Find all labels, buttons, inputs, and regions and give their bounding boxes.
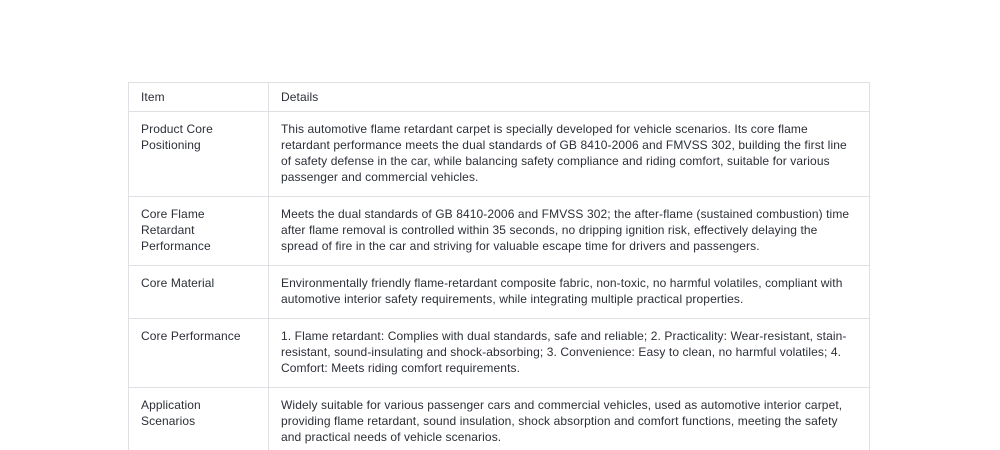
product-spec-table (128, 82, 870, 450)
details-cell-product-core-positioning: This automotive flame retardant carpet is specially developed for vehicle scenarios. Its core flame retardant performance meets the dual standards of GB 8410-2006 and FMVSS 302, building the first line of safety defense in the car, while balancing safety compliance and riding comfort, suitable for various passenger and commercial vehicles. (269, 112, 870, 197)
item-cell-application-scenarios: Application Scenarios (129, 388, 269, 450)
table-row (129, 266, 870, 319)
details-cell-core-material: Environmentally friendly flame-retardant composite fabric, non-toxic, no harmful volatiles, compliant with automotive interior safety requirements, while integrating multiple practical properties. (269, 266, 870, 319)
column-header-details: Details (269, 83, 870, 112)
details-cell-core-performance: 1. Flame retardant: Complies with dual standards, safe and reliable; 2. Practicality: Wear-resistant, stain-resistant, sound-insulating and shock-absorbing; 3. Convenience: Easy to clean, no harmful volatiles; 4. Comfort: Meets riding comfort requirements. (269, 319, 870, 388)
details-cell-application-scenarios: Widely suitable for various passenger cars and commercial vehicles, used as automotive interior carpet, providing flame retardant, sound insulation, shock absorption and comfort functions, meeting the safety and practical needs of vehicle scenarios. (269, 388, 870, 450)
details-cell-core-flame-retardant-performance: Meets the dual standards of GB 8410-2006 and FMVSS 302; the after-flame (sustained combustion) time after flame removal is controlled within 35 seconds, no dripping ignition risk, effectively delaying the spread of fire in the car and striving for valuable escape time for drivers and passengers. (269, 197, 870, 266)
table-header-row (129, 83, 870, 112)
item-cell-product-core-positioning: Product Core Positioning (129, 112, 269, 197)
table-row (129, 197, 870, 266)
item-cell-core-material: Core Material (129, 266, 269, 319)
table-row (129, 388, 870, 450)
column-header-item: Item (129, 83, 269, 112)
item-cell-core-flame-retardant-performance: Core Flame Retardant Performance (129, 197, 269, 266)
table-row (129, 319, 870, 388)
table-row (129, 112, 870, 197)
item-cell-core-performance: Core Performance (129, 319, 269, 388)
